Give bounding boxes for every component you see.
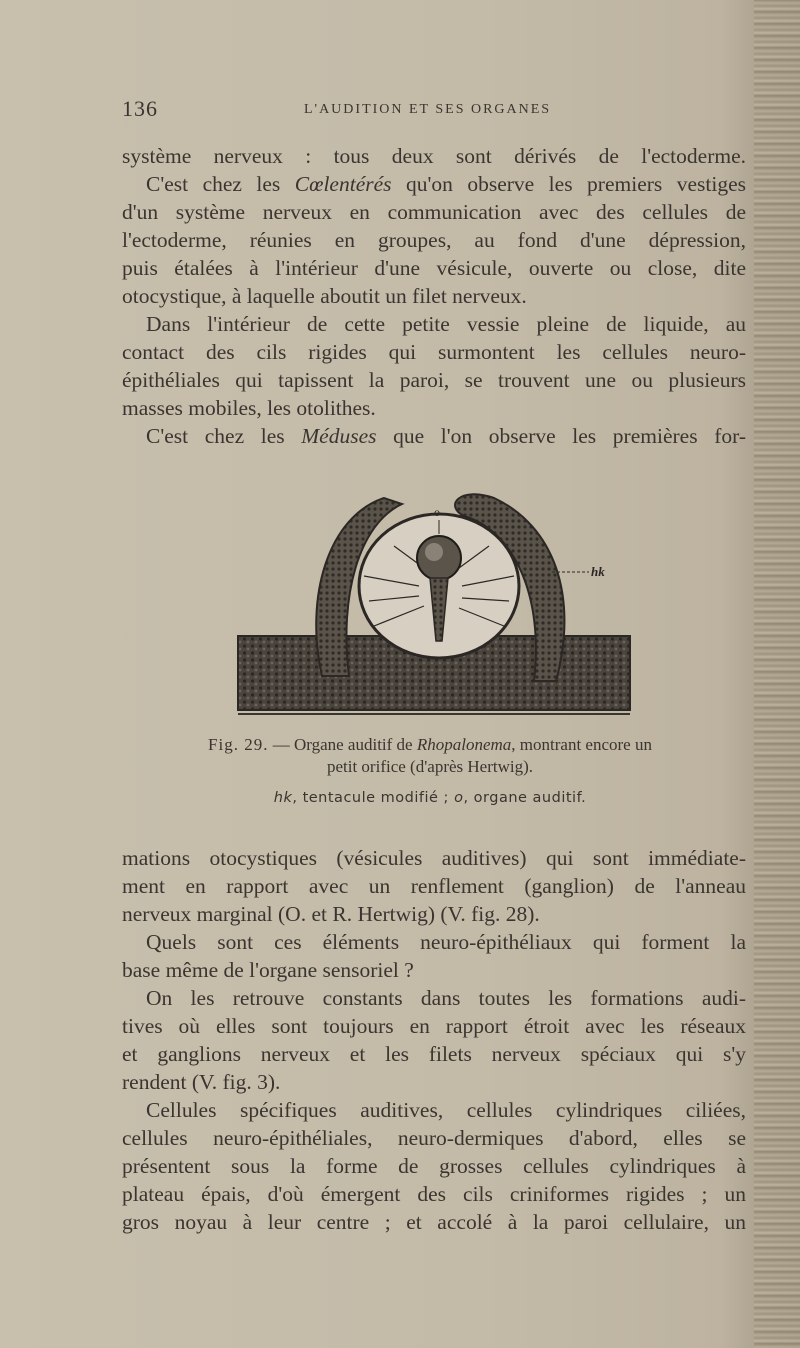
text-line: ment en rapport avec un renflement (ganglion) de l'anneau — [122, 874, 746, 898]
text-line: masses mobiles, les otolithes. — [122, 396, 376, 420]
text-line: C'est chez les Cœlentérés qu'on observe les premiers vestiges — [146, 172, 746, 196]
text-line: présentent sous la forme de grosses cellules cylindriques à — [122, 1154, 746, 1178]
text-line: et ganglions nerveux et les filets nerveux spéciaux qui s'y — [122, 1042, 746, 1066]
text-line: nerveux marginal (O. et R. Hertwig) (V. fig. 28). — [122, 902, 540, 926]
taxon-name: Méduses — [301, 424, 377, 448]
label-o: o — [434, 505, 440, 519]
text-line: d'un système nerveux en communication avec des cellules de — [122, 200, 746, 224]
text-line: épithéliales qui tapissent la paroi, se trouvent une ou plusieurs — [122, 368, 746, 392]
text-line: C'est chez les Méduses que l'on observe les premières for- — [146, 424, 746, 448]
text-line: Quels sont ces éléments neuro-épithéliaux qui forment la — [146, 930, 746, 954]
text-line: puis étalées à l'intérieur d'une vésicule, ouverte ou close, dite — [122, 256, 746, 280]
text-line: base même de l'organe sensoriel ? — [122, 958, 414, 982]
taxon-name: Cœlentérés — [294, 172, 392, 196]
text-line: otocystique, à laquelle aboutit un filet nerveux. — [122, 284, 527, 308]
figure-legend: hk, tentacule modifié ; o, organe auditif. — [273, 790, 587, 806]
text-line: l'ectoderme, réunies en groupes, au fond d'une dépression, — [122, 228, 746, 252]
figure-illustration — [234, 476, 634, 720]
page-number: 136 — [122, 96, 158, 121]
text-block-bottom — [122, 844, 746, 1236]
text-line: gros noyau à leur centre ; et accolé à la paroi cellulaire, un — [122, 1210, 746, 1234]
text-line: contact des cils rigides qui surmontent les cellules neuro- — [122, 340, 746, 364]
text-line: On les retrouve constants dans toutes les formations audi- — [146, 986, 746, 1010]
page-edge — [754, 0, 800, 1348]
text-line: rendent (V. fig. 3). — [122, 1070, 281, 1094]
running-title: L'AUDITION ET SES ORGANES — [304, 102, 552, 117]
figure-caption: Fig. 29. — Organe auditif de Rhopalonema, montrant encore un petit orifice (d'après Hertwig). — [208, 735, 652, 776]
label-hk: hk — [591, 564, 605, 579]
text-line: système nerveux : tous deux sont dérivés de l'ectoderme. — [122, 144, 746, 168]
text-line: Cellules spécifiques auditives, cellules cylindriques ciliées, — [146, 1098, 746, 1122]
page-header — [122, 96, 742, 126]
text-line: plateau épais, d'où émergent des cils criniformes rigides ; un — [122, 1182, 746, 1206]
text-line: Dans l'intérieur de cette petite vessie pleine de liquide, au — [146, 312, 746, 336]
text-line: tives où elles sont toujours en rapport étroit avec les réseaux — [122, 1014, 746, 1038]
figure-number: Fig. 29. — [208, 735, 269, 754]
species-name: Rhopalonema — [416, 735, 512, 754]
text-block-top — [122, 142, 746, 450]
text-line: mations otocystiques (vésicules auditives) qui sont immédiate- — [122, 846, 746, 870]
text-line: cellules neuro-épithéliales, neuro-dermiques d'abord, elles se — [122, 1126, 746, 1150]
